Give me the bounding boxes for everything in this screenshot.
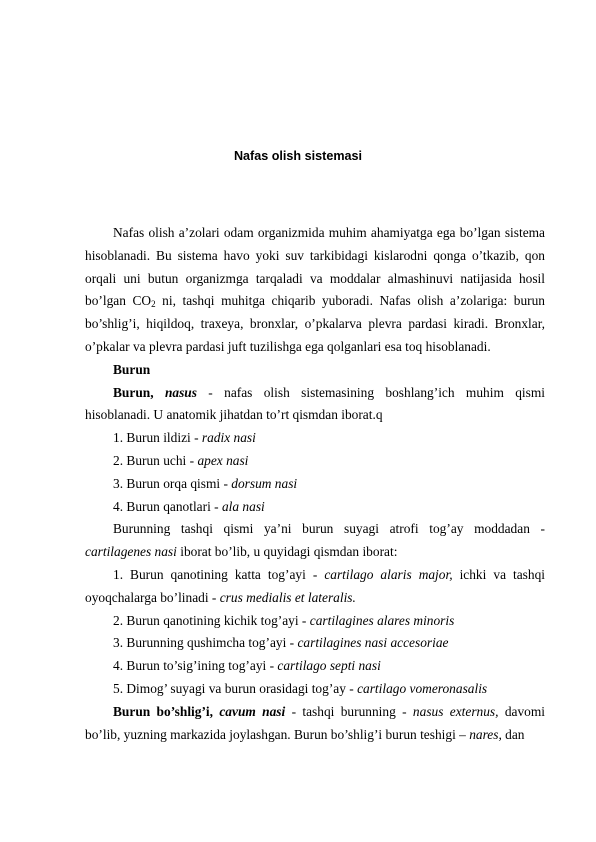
list-item-latin: apex nasi: [197, 452, 249, 468]
list-item-text: 4. Burun qanotlari -: [113, 498, 222, 514]
nasal-cavity-text: dan: [501, 726, 525, 742]
list-item-text: 1. Burun ildizi -: [113, 430, 202, 446]
intro-text-a: Nafas olish a’zolari odam organizmida muhim ahamiyatga ega bo’lgan sistema hisoblanadi. Bu sistema havo yoki suv tarkibidagi kislarodni qonga o’tkazib, qon orqali uni butun organizmga tarqaladi va moddalar almashinuvi natijasida hosil bo’lgan CO: [85, 225, 545, 309]
list-item: [85, 450, 545, 473]
cartilage-rest: iborat bo’lib, u quyidagi qismdan iborat:: [176, 544, 398, 560]
nasal-cavity-text: davomi bo’lib, yuzning markazida joylashgan. Burun bo’shlig’i burun teshigi –: [85, 703, 546, 742]
list-item: [85, 655, 545, 678]
list-item-latin: ala nasi: [221, 498, 265, 514]
section-heading-burun: Burun: [113, 361, 151, 377]
co2-subscript: 2: [151, 299, 156, 310]
list-item-latin: dorsum nasi: [231, 475, 298, 491]
list-item-latin: crus medialis et lateralis.: [219, 589, 356, 605]
cartilage-text: Burunning tashqi qismi ya’ni burun suyagi atrofi tog’ay moddadan -: [113, 521, 545, 537]
list-item: [85, 473, 545, 496]
intro-text-b: ni, tashqi muhitga chiqarib yuboradi. Nafas olish a’zolariga: burun bo’shlig’i, hiqildoq, traxeya, bronxlar, o’pkalarva plevra pardasi kiradi. Bronxlar, o’pkalar va plevra pardasi juft tuzilishga ega qolganlari esa toq hisoblanadi.: [85, 293, 545, 354]
cartilage-paragraph: [85, 518, 545, 564]
burun-text: - nafas olish sistemasining boshlang’ich muhim qismi hisoblanadi. U anatomik jihatdan to’rt qismdan iborat.q: [85, 384, 545, 423]
list-item-text: 3. Burunning qushimcha tog’ayi -: [113, 635, 298, 651]
list-item-latin: cartilagines nasi accesoriae: [297, 635, 449, 651]
list-item: [85, 632, 545, 655]
list-item: [85, 427, 545, 450]
cartilage-latin: cartilagenes nasi: [85, 544, 177, 560]
list-item-text: 2. Burun uchi -: [113, 452, 198, 468]
burun-paragraph: [85, 382, 545, 428]
list-item-latin: cartilago vomeronasalis: [357, 680, 488, 696]
list-item-text: 2. Burun qanotining kichik tog’ayi -: [113, 612, 310, 628]
list-item: [85, 496, 545, 519]
list-item-text: 4. Burun to’sig’ining tog’ayi -: [113, 658, 278, 674]
list-item: [85, 678, 545, 701]
list-item-text: 1. Burun qanotining katta tog’ayi -: [113, 566, 325, 582]
list-item-latin: cartilagines alares minoris: [309, 612, 455, 628]
nasal-cavity-latin: nares,: [469, 726, 502, 742]
list-item-text: 3. Burun orqa qismi -: [113, 475, 232, 491]
page-title: Nafas olish sistemasi: [233, 149, 363, 163]
list-item-latin: cartilago alaris major,: [324, 566, 453, 582]
document-body: [85, 222, 545, 746]
list-item-latin: cartilago septi nasi: [277, 658, 381, 674]
list-item-text: ichki va tashqi oyoqchalarga bo’linadi -: [85, 566, 546, 605]
burun-latin-term: nasus: [164, 384, 197, 400]
nasal-cavity-latin-term: cavum nasi: [219, 703, 286, 719]
list-item: [85, 610, 545, 633]
nasal-cavity-paragraph: [85, 701, 545, 747]
intro-paragraph: [85, 222, 545, 359]
nasal-cavity-latin: nasus externus,: [412, 703, 499, 719]
nasal-cavity-term: Burun bo’shlig’i,: [113, 703, 213, 719]
list-item-latin: radix nasi: [201, 430, 256, 446]
burun-term: Burun,: [113, 384, 154, 400]
list-item-text: 5. Dimog’ suyagi va burun orasidagi tog’ay -: [113, 680, 358, 696]
list-item: [85, 564, 545, 610]
nasal-cavity-text: - tashqi burunning -: [285, 703, 413, 719]
